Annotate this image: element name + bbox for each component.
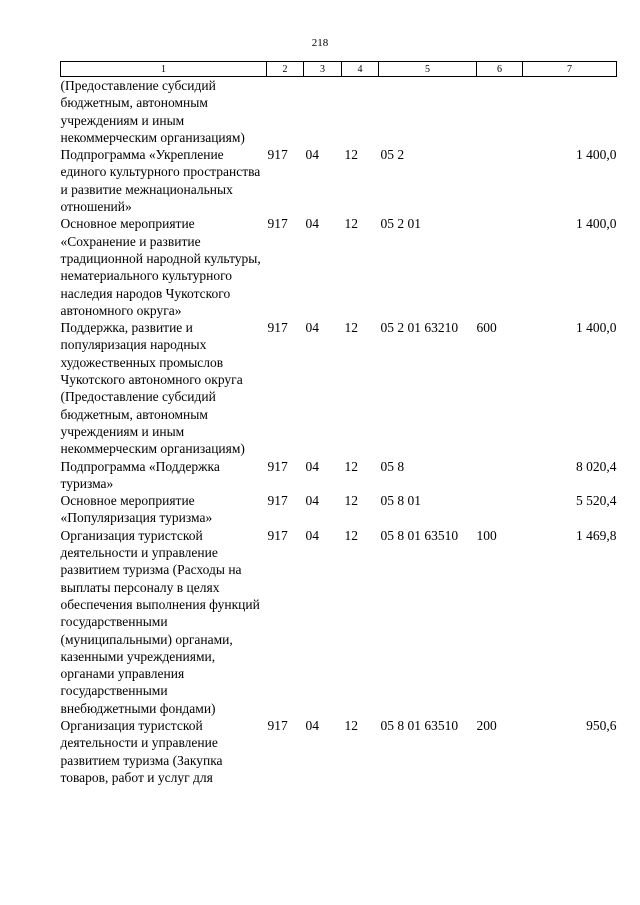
column-header-amount: 7 xyxy=(523,62,617,77)
cell-admin-code xyxy=(267,77,304,147)
cell-name: Поддержка, развитие и популяризация народных художественных промыслов Чукотского автономного округа (Предоставление субсидий бюджетным, автономным учреждениям и иным некоммерческим организациям) xyxy=(60,320,245,457)
budget-table xyxy=(60,61,617,786)
cell-admin-code: 917 xyxy=(267,216,288,232)
cell-name: Основное мероприятие «Сохранение и развитие традиционной народной культуры, нематериального культурного наследия народов Чукотского автономного округа» xyxy=(60,216,261,318)
cell-amount: 1 469,8 xyxy=(576,527,617,543)
cell-admin-code: 917 xyxy=(267,527,288,543)
cell-expense-type: 100 xyxy=(476,527,497,543)
cell-section xyxy=(304,77,342,147)
cell-expense-type xyxy=(477,77,523,147)
table-row xyxy=(61,146,617,215)
cell-name: (Предоставление субсидий бюджетным, автономным учреждениям и иным некоммерческим организациям) xyxy=(60,78,245,145)
column-header-name: 1 xyxy=(61,62,267,77)
column-header-target: 5 xyxy=(379,62,477,77)
cell-admin-code: 917 xyxy=(267,147,288,163)
cell-subsection: 12 xyxy=(344,493,358,509)
cell-name: Организация туристской деятельности и управление развитием туризма (Закупка товаров, работ и услуг для xyxy=(60,717,223,785)
cell-subsection: 12 xyxy=(344,147,358,163)
cell-section: 04 xyxy=(305,458,319,474)
cell-name: Подпрограмма «Укрепление единого культурного пространства и развитие межнациональных отношений» xyxy=(60,147,261,215)
cell-amount xyxy=(523,77,617,147)
cell-amount: 1 400,0 xyxy=(576,216,617,232)
cell-amount: 8 020,4 xyxy=(576,458,617,474)
cell-name: Подпрограмма «Поддержка туризма» xyxy=(60,458,220,491)
cell-section: 04 xyxy=(305,717,319,733)
table-row xyxy=(61,77,617,147)
cell-expense-type xyxy=(477,492,523,527)
cell-target-article xyxy=(379,77,477,147)
column-header-subsection: 4 xyxy=(342,62,379,77)
cell-subsection xyxy=(342,77,379,147)
cell-expense-type: 200 xyxy=(476,717,497,733)
cell-target-article: 05 8 01 63510 xyxy=(380,717,459,733)
cell-target-article: 05 2 01 xyxy=(380,216,421,232)
table-row xyxy=(61,215,617,319)
page-number: 218 xyxy=(311,37,329,49)
cell-section: 04 xyxy=(305,320,319,336)
cell-expense-type: 600 xyxy=(476,320,497,336)
cell-name: Организация туристской деятельности и управление развитием туризма (Расходы на выплаты персоналу в целях обеспечения выполнения функций государственными (муниципальными) органами, казенными учреждениями, органами управления государственными внебюджетными фондами) xyxy=(60,527,260,716)
cell-target-article: 05 8 01 63510 xyxy=(380,527,459,543)
cell-amount: 1 400,0 xyxy=(576,147,617,163)
cell-subsection: 12 xyxy=(344,527,358,543)
cell-section: 04 xyxy=(305,216,319,232)
cell-admin-code: 917 xyxy=(267,458,288,474)
cell-amount: 1 400,0 xyxy=(576,320,617,336)
cell-expense-type xyxy=(477,146,523,215)
cell-amount: 950,6 xyxy=(586,717,617,733)
table-row xyxy=(61,717,617,786)
cell-amount: 5 520,4 xyxy=(576,493,617,509)
cell-section: 04 xyxy=(305,493,319,509)
cell-target-article: 05 8 xyxy=(380,458,405,474)
column-header-section: 3 xyxy=(304,62,342,77)
cell-target-article: 05 2 01 63210 xyxy=(380,320,459,336)
column-number-header-row xyxy=(61,62,617,77)
cell-admin-code: 917 xyxy=(267,320,288,336)
column-header-admin: 2 xyxy=(267,62,304,77)
cell-subsection: 12 xyxy=(344,458,358,474)
cell-subsection: 12 xyxy=(344,216,358,232)
cell-target-article: 05 8 01 xyxy=(380,493,421,509)
cell-admin-code: 917 xyxy=(267,493,288,509)
cell-name: Основное мероприятие «Популяризация туризма» xyxy=(60,493,213,526)
cell-section: 04 xyxy=(305,147,319,163)
cell-admin-code: 917 xyxy=(267,717,288,733)
table-row xyxy=(61,319,617,457)
cell-subsection: 12 xyxy=(344,320,358,336)
table-row xyxy=(61,492,617,527)
cell-expense-type xyxy=(477,458,523,493)
cell-target-article: 05 2 xyxy=(380,147,405,163)
column-header-type: 6 xyxy=(477,62,523,77)
table-row xyxy=(61,458,617,493)
cell-subsection: 12 xyxy=(344,717,358,733)
table-row xyxy=(61,527,617,717)
cell-section: 04 xyxy=(305,527,319,543)
cell-expense-type xyxy=(477,215,523,319)
